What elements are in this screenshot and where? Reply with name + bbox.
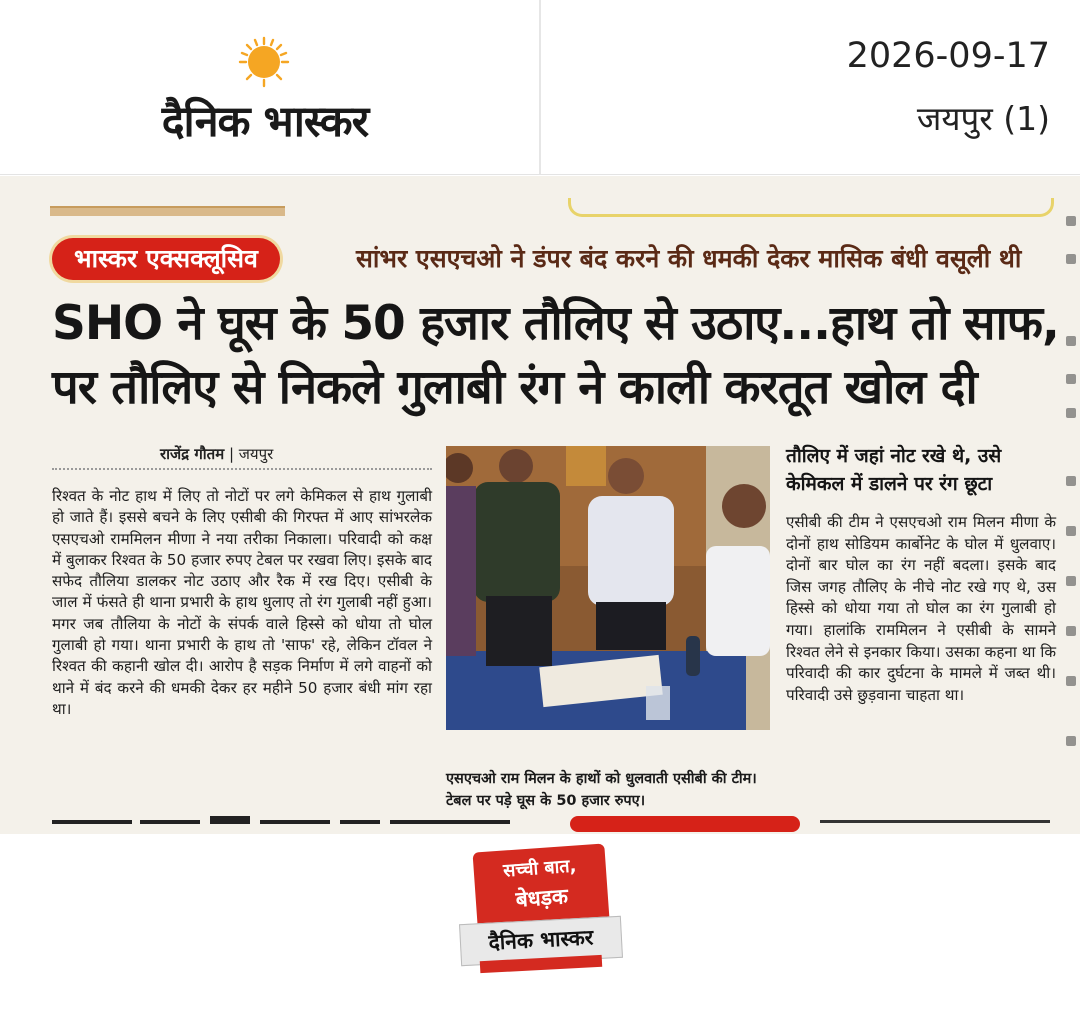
tagline-logo [460,848,620,972]
top-box-edge [568,198,1054,217]
photo-caption: एसएचओ राम मिलन के हाथों को धुलवाती एसीबी की टीम। टेबल पर पड़े घूस के 50 हजार रुपए। [446,771,757,809]
logo-wordmark: दैनिक भास्कर [161,97,369,147]
edge-glyph [1066,576,1076,586]
byline-author: राजेंद्र गौतम [160,445,225,463]
edge-glyph [1066,626,1076,636]
article-kicker: सांभर एसएचओ ने डंपर बंद करने की धमकी देकर मासिक बंधी वसूली थी [356,244,1022,273]
exclusive-badge: भास्कर एक्सक्लूसिव [52,238,280,280]
tagline-line-2: बेधड़क [514,884,569,912]
edge-glyph [1066,526,1076,536]
edge-glyph [1066,476,1076,486]
byline-rule [52,468,432,470]
article-headline [52,292,1057,420]
edge-glyph [1066,336,1076,346]
byline-place: | जयपुर [228,445,274,463]
edge-glyph [1066,676,1076,686]
edition-name: जयपुर (1) [916,99,1050,138]
dainik-bhaskar-logo [110,28,420,148]
headline-line-1: SHO ने घूस के 50 हजार तौलिए से उठाए...हाथ तो साफ, [52,296,1059,351]
edge-glyph [1066,374,1076,384]
top-rule [50,206,285,216]
article-subheading: तौलिए में जहां नोट रखे थे, उसे केमिकल में डालने पर रंग छूटा [786,445,1002,495]
edge-glyph [1066,254,1076,264]
edition-date: 2026-09-17 [846,36,1050,76]
edge-glyph [1066,216,1076,226]
sun-icon [238,36,290,88]
tagline-box [473,843,610,928]
tagline-line-1: सच्ची बात, [502,855,578,882]
news-photo [446,446,770,730]
header-bar [0,0,1080,175]
footer-brand: दैनिक भास्कर [459,916,623,966]
headline-line-2: पर तौलिए से निकले गुलाबी रंग ने काली करतूत खोल दी [52,360,977,415]
newspaper-clipping [0,176,1080,834]
next-article-edge [0,814,1080,834]
edge-glyph [1066,736,1076,746]
byline [160,444,273,464]
article-body-left: रिश्वत के नोट हाथ में लिए तो नोटों पर लगे केमिकल से हाथ गुलाबी हो जाते हैं। इससे बचने के लिए एसीबी की गिरफ्त में आए सांभरलेक एसएचओ राममिलन मीणा ने नया तरीका निकाला। परिवादी को कक्ष में बुलाकर रिश्वत के 50 हजार रुपए टेबल पर रखवा लिए। इसके बाद सफेद तौलिया डालकर नोट उठाए और रैक में रख दिए। एसीबी के जाल में फंसते ही थाना प्रभारी के हाथ धुलाए तो रंग गुलाबी नहीं हुआ। मगर जब तौलिया के नोटों के संपर्क वाले हिस्से को धोया तो घोल गुलाबी हो गया। थाना प्रभारी के हाथ तो 'साफ' रहे, लेकिन टॉवल ने रिश्वत की कहानी खोल दी। आरोप है सड़क निर्माण में लगे वाहनों को थाने में बंद करने की धमकी देकर हर महीने 50 हजार बंधी मांग रहा था। [52,487,432,718]
edge-glyph [1066,408,1076,418]
article-body-right: एसीबी की टीम ने एसएचओ राम मिलन मीणा के दोनों हाथ सोडियम कार्बोनेट के घोल में धुलवाए। दोनों बार घोल का रंग नहीं बदला। इसके बाद जिस जगह तौलिए के नीचे नोट रखे गए थे, उस हिस्से को धोया गया तो घोल का रंग गुलाबी हो गया। हालांकि राममिलन ने एसीबी के सामने रिश्वत लेने से इनकार किया। उसका कहना था कि परिवादी की कार दुर्घटना के मामले में जब्त थी। परिवादी उसे छुड़वाना चाहता था। [786,513,1056,704]
header-divider [539,0,541,174]
